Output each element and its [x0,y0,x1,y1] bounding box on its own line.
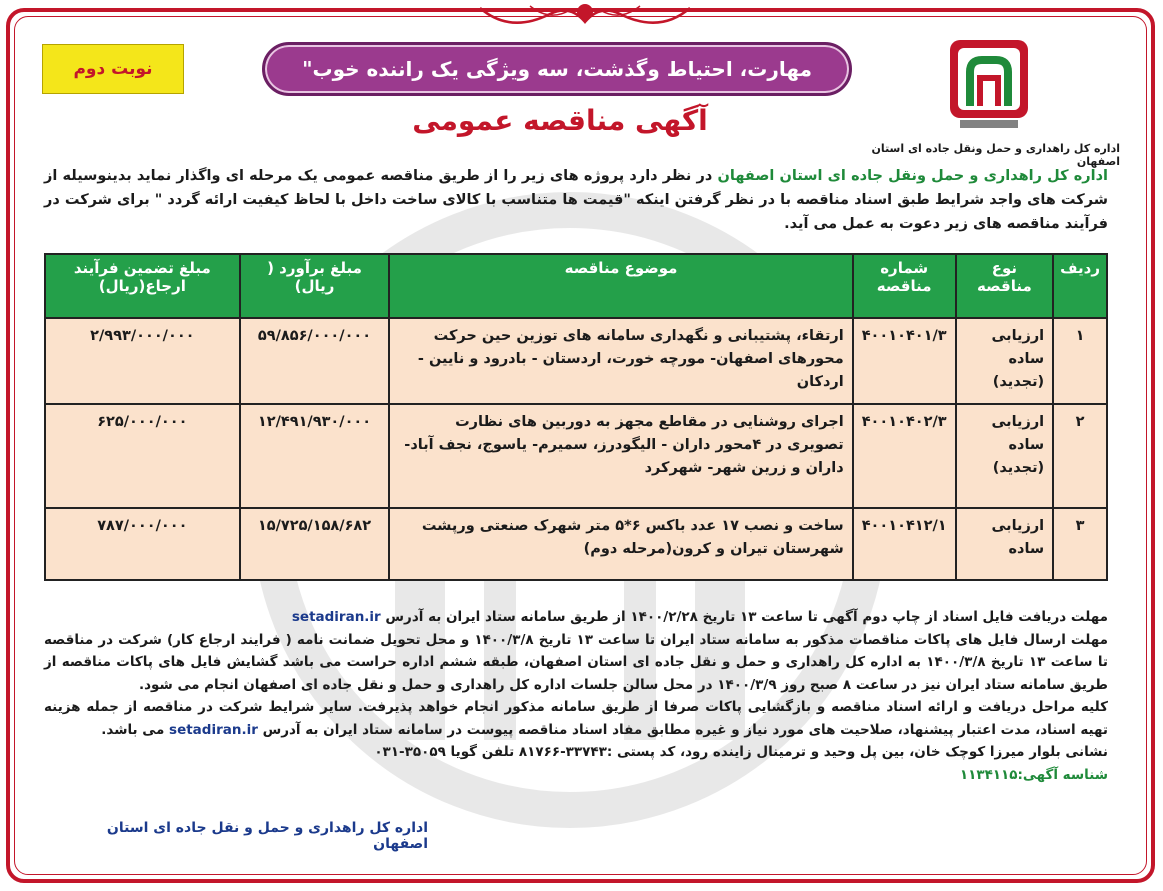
cell-type: ارزیابی ساده (تجدید) [956,318,1054,404]
second-notice-badge: نوبت دوم [42,44,184,94]
table-header-row [45,254,1107,318]
table-row [45,404,1107,508]
slogan-banner: مهارت، احتیاط وگذشت، سه ویژگی یک راننده خوب" [262,42,852,96]
cell-guarantee: ۲/۹۹۳/۰۰۰/۰۰۰ [45,318,240,404]
note-process [44,696,1108,741]
cell-number: ۴۰۰۱۰۴۱۲/۱ [853,508,956,580]
page-title: آگهی مناقصه عمومی [412,104,708,137]
cell-type: ارزیابی ساده [956,508,1054,580]
cell-estimate: ۵۹/۸۵۶/۰۰۰/۰۰۰ [240,318,390,404]
cell-estimate: ۱۲/۴۹۱/۹۳۰/۰۰۰ [240,404,390,508]
cell-estimate: ۱۵/۷۲۵/۱۵۸/۶۸۲ [240,508,390,580]
road-organization-logo-icon [946,36,1032,132]
cell-row: ۱ [1053,318,1107,404]
cell-row: ۲ [1053,404,1107,508]
cell-subject: اجرای روشنایی در مقاطع مجهز به دوربین های نظارت تصویری در ۴محور داران - الیگودرز، سمیرم- یاسوج، نجف آباد- داران و زرین شهر- شهرکرد [389,404,852,508]
setadiran-link[interactable]: setadiran.ir [169,721,258,738]
note-deadline-docs [44,606,1108,629]
cell-subject: ساخت و نصب ۱۷ عدد باکس ۶*۵ متر شهرک صنعتی ورپشت شهرستان تیران و کرون(مرحله دوم) [389,508,852,580]
table-row [45,318,1107,404]
cell-type: ارزیابی ساده (تجدید) [956,404,1054,508]
cell-subject: ارتقاء، پشتیبانی و نگهداری سامانه های توزین حین حرکت محورهای اصفهان- مورچه خورت، اردستان - بادرود و نایین - اردکان [389,318,852,404]
ad-id: شناسه آگهی:۱۱۳۴۱۱۵ [959,766,1108,783]
cell-number: ۴۰۰۱۰۴۰۱/۳ [853,318,956,404]
top-ornament-icon [470,0,700,36]
col-header-type: نوع مناقصه [956,254,1054,318]
intro-text: در نظر دارد پروژه های زیر را از طریق مناقصه عمومی یک مرحله ای واگذار نماید بدینوسیله از شرکت های واجد شرایط طبق اسناد مناقصه با در نظر گرفتن اینکه "قیمت ها متناسب با کالای ساخت داخل با لحاظ کیفیت ارائه گردد " برای شرکت در فرآیند مناقصه های زیر دعوت به عمل می آید. [44,168,1108,232]
cell-guarantee: ۷۸۷/۰۰۰/۰۰۰ [45,508,240,580]
col-header-number: شماره مناقصه [853,254,956,318]
cell-number: ۴۰۰۱۰۴۰۲/۳ [853,404,956,508]
note-submission: مهلت ارسال فایل های پاکات مناقصات مذکور به سامانه ستاد ایران تا ساعت ۱۳ تاریخ ۱۴۰۰/۳/۸ و محل تحویل ضمانت نامه ( فرایند ارجاع کار) شرکت در مناقصه تا ساعت ۱۳ تاریخ ۱۴۰۰/۳/۸ به اداره کل راهداری و حمل و نقل جاده ای استان اصفهان، طبقه ششم اداره حراست می باشد گشایش فایل های پاکات مناقصه از طریق سامانه ستاد ایران نیز در ساعت ۸ صبح روز ۱۴۰۰/۳/۹ در محل سالن جلسات اداره کل راهداری و حمل و نقل جاده ای اصفهان انجام می شود. [44,631,1109,693]
intro-organization: اداره کل راهداری و حمل ونقل جاده ای استان اصفهان [717,168,1108,184]
col-header-estimate: مبلغ برآورد ( ریال) [240,254,390,318]
table-row [45,508,1107,580]
footer-organization: اداره کل راهداری و حمل و نقل جاده ای استان اصفهان [106,820,428,852]
notes-section [44,606,1108,786]
intro-paragraph [44,164,1108,236]
note-address: نشانی بلوار میرزا کوچک خان، بین پل وحید و ترمینال زاینده رود، کد پستی :۳۳۷۴۳-۸۱۷۶۶ تلفن گویا ۳۵۰۵۹-۰۳۱ [374,744,1108,760]
note-process-end: می باشد. [101,721,170,738]
col-header-row: ردیف [1053,254,1107,318]
setadiran-link[interactable]: setadiran.ir [291,609,381,625]
note-deadline-text: مهلت دریافت فایل اسناد از چاپ دوم آگهی تا ساعت ۱۳ تاریخ ۱۴۰۰/۲/۲۸ از طریق سامانه ستاد ایران به آدرس [380,609,1108,625]
cell-guarantee: ۶۲۵/۰۰۰/۰۰۰ [45,404,240,508]
tenders-table [44,253,1108,581]
cell-row: ۳ [1053,508,1107,580]
logo-caption: اداره کل راهداری و حمل ونقل جاده ای استان اصفهان [871,142,1120,168]
col-header-subject: موضوع مناقصه [389,254,852,318]
note-process-text: کلیه مراحل دریافت و ارائه اسناد مناقصه و بازگشایی پاکات صرفا از طریق سامانه مذکور انجام خواهد پذیرفت. سایر شرایط شرکت در مناقصه از جمله هزینه تهیه اسناد، مدت اعتبار پیشنهاد، صلاحیت های مورد نیاز و غیره مطابق مفاد اسناد مناقصه پیوست در سامانه ستاد ایران به آدرس [44,699,1108,738]
col-header-guarantee: مبلغ تضمین فرآیند ارجاع(ریال) [45,254,240,318]
